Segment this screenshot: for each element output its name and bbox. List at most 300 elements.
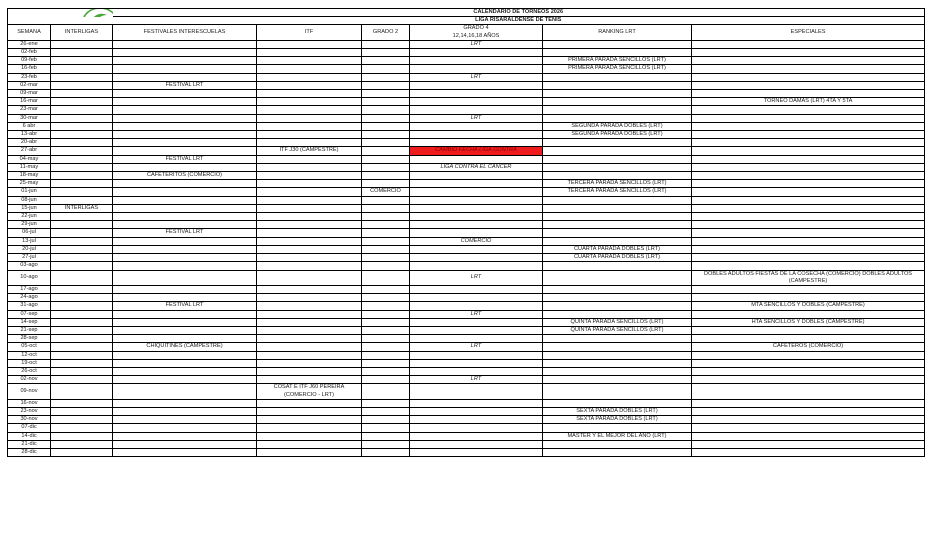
- cell-grado4: LRT: [410, 376, 543, 384]
- cell-ranking: SEGUNDA PARADA DOBLES (LRT): [543, 122, 692, 130]
- cell-festivales: [113, 188, 257, 196]
- cell-interligas: [51, 326, 113, 334]
- cell-itf: [257, 270, 362, 285]
- cell-especiales: [692, 40, 925, 48]
- cell-festivales: FESTIVAL LRT: [113, 229, 257, 237]
- table-row: [8, 131, 925, 139]
- cell-itf: [257, 57, 362, 65]
- cell-itf: [257, 196, 362, 204]
- cell-grado2: [362, 139, 410, 147]
- cell-festivales: [113, 294, 257, 302]
- cell-especiales: [692, 229, 925, 237]
- cell-festivales: [113, 237, 257, 245]
- cell-grado2: [362, 351, 410, 359]
- table-row: [8, 343, 925, 351]
- cell-festivales: [113, 285, 257, 293]
- cell-grado4: [410, 285, 543, 293]
- cell-itf: [257, 180, 362, 188]
- cell-interligas: [51, 285, 113, 293]
- cell-grado4: LRT: [410, 343, 543, 351]
- cell-grado2: [362, 90, 410, 98]
- cell-itf: [257, 343, 362, 351]
- cell-especiales: TORNEO DAMAS (LRT) 4TA Y 5TA: [692, 98, 925, 106]
- cell-grado4: [410, 204, 543, 212]
- table-row: [8, 254, 925, 262]
- cell-ranking: [543, 399, 692, 407]
- cell-semana: 26-oct: [8, 367, 51, 375]
- table-row: [8, 270, 925, 285]
- cell-grado2: [362, 131, 410, 139]
- cell-semana: 30-mar: [8, 114, 51, 122]
- cell-ranking: [543, 302, 692, 310]
- cell-festivales: [113, 376, 257, 384]
- cell-interligas: [51, 416, 113, 424]
- cell-itf: [257, 229, 362, 237]
- cell-semana: 28-sep: [8, 335, 51, 343]
- cell-itf: [257, 254, 362, 262]
- cell-grado2: [362, 172, 410, 180]
- cell-semana: 21-dic: [8, 440, 51, 448]
- cell-ranking: [543, 163, 692, 171]
- cell-interligas: [51, 432, 113, 440]
- cell-semana: 13-jul: [8, 237, 51, 245]
- cell-especiales: [692, 399, 925, 407]
- table-row: [8, 81, 925, 89]
- cell-grado4: LRT: [410, 310, 543, 318]
- cell-grado2: [362, 229, 410, 237]
- table-row: [8, 448, 925, 456]
- cell-itf: [257, 407, 362, 415]
- cell-interligas: [51, 213, 113, 221]
- cell-festivales: [113, 270, 257, 285]
- cell-ranking: [543, 310, 692, 318]
- cell-interligas: [51, 131, 113, 139]
- cell-grado2: [362, 270, 410, 285]
- table-row: [8, 440, 925, 448]
- table-row: [8, 262, 925, 270]
- col-header-semana: SEMANA: [8, 25, 51, 40]
- cell-ranking: CUARTA PARADA DOBLES (LRT): [543, 245, 692, 253]
- cell-grado4: [410, 359, 543, 367]
- cell-grado4: [410, 213, 543, 221]
- table-row: [8, 302, 925, 310]
- table-row: [8, 213, 925, 221]
- cell-festivales: [113, 106, 257, 114]
- cell-grado2: [362, 114, 410, 122]
- cell-semana: 04-may: [8, 155, 51, 163]
- table-row: [8, 172, 925, 180]
- cell-festivales: [113, 204, 257, 212]
- cell-especiales: [692, 440, 925, 448]
- cell-grado2: [362, 448, 410, 456]
- cell-interligas: [51, 147, 113, 155]
- cell-ranking: [543, 139, 692, 147]
- cell-itf: [257, 188, 362, 196]
- cell-itf: [257, 285, 362, 293]
- cell-interligas: [51, 254, 113, 262]
- cell-itf: [257, 40, 362, 48]
- cell-festivales: [113, 262, 257, 270]
- cell-semana: 02-mar: [8, 81, 51, 89]
- cell-interligas: [51, 376, 113, 384]
- table-row: [8, 407, 925, 415]
- table-row: [8, 90, 925, 98]
- cell-grado2: [362, 213, 410, 221]
- table-row: [8, 326, 925, 334]
- cell-itf: ITF J30 (CAMPESTRE): [257, 147, 362, 155]
- cell-festivales: FESTIVAL LRT: [113, 81, 257, 89]
- cell-festivales: [113, 147, 257, 155]
- cell-semana: 12-oct: [8, 351, 51, 359]
- cell-grado4: [410, 448, 543, 456]
- cell-grado2: [362, 65, 410, 73]
- cell-festivales: [113, 424, 257, 432]
- cell-ranking: [543, 213, 692, 221]
- cell-grado2: [362, 180, 410, 188]
- cell-interligas: [51, 302, 113, 310]
- cell-semana: 09-mar: [8, 90, 51, 98]
- cell-semana: 24-ago: [8, 294, 51, 302]
- cell-semana: 20-abr: [8, 139, 51, 147]
- cell-interligas: [51, 262, 113, 270]
- table-row: [8, 188, 925, 196]
- cell-interligas: [51, 359, 113, 367]
- cell-grado4: [410, 367, 543, 375]
- cell-especiales: [692, 351, 925, 359]
- col-header-grado4: [410, 25, 543, 40]
- table-row: [8, 106, 925, 114]
- cell-grado2: [362, 432, 410, 440]
- cell-grado4: [410, 65, 543, 73]
- cell-grado4: [410, 172, 543, 180]
- cell-interligas: [51, 98, 113, 106]
- cell-ranking: [543, 81, 692, 89]
- cell-itf: [257, 65, 362, 73]
- cell-grado4: [410, 57, 543, 65]
- cell-ranking: [543, 155, 692, 163]
- cell-interligas: [51, 310, 113, 318]
- cell-itf: [257, 335, 362, 343]
- cell-ranking: [543, 106, 692, 114]
- cell-especiales: [692, 90, 925, 98]
- cell-ranking: [543, 367, 692, 375]
- cell-itf: [257, 262, 362, 270]
- cell-especiales: [692, 359, 925, 367]
- cell-especiales: [692, 180, 925, 188]
- cell-especiales: [692, 131, 925, 139]
- cell-ranking: [543, 73, 692, 81]
- cell-especiales: [692, 114, 925, 122]
- cell-ranking: [543, 172, 692, 180]
- cell-festivales: CAFETERITOS (COMERCIO): [113, 172, 257, 180]
- cell-festivales: [113, 90, 257, 98]
- cell-interligas: [51, 440, 113, 448]
- cell-itf: [257, 139, 362, 147]
- cell-semana: 27-abr: [8, 147, 51, 155]
- cell-interligas: [51, 163, 113, 171]
- cell-semana: 14-sep: [8, 318, 51, 326]
- cell-grado4: [410, 432, 543, 440]
- cell-grado4: [410, 188, 543, 196]
- table-row: [8, 432, 925, 440]
- cell-grado2: [362, 254, 410, 262]
- cell-semana: 16-nov: [8, 399, 51, 407]
- cell-itf: [257, 122, 362, 130]
- cell-ranking: [543, 376, 692, 384]
- cell-itf: [257, 351, 362, 359]
- cell-grado4: [410, 131, 543, 139]
- cell-grado2: [362, 367, 410, 375]
- cell-ranking: [543, 221, 692, 229]
- cell-semana: 14-dic: [8, 432, 51, 440]
- cell-itf: [257, 376, 362, 384]
- cell-ranking: [543, 335, 692, 343]
- cell-interligas: [51, 343, 113, 351]
- cell-interligas: [51, 81, 113, 89]
- cell-semana: 15-jun: [8, 204, 51, 212]
- cell-especiales: DOBLES ADULTOS FIESTAS DE LA COSECHA (COMERCIO) DOBLES ADULTOS (CAMPESTRE): [692, 270, 925, 285]
- table-row: [8, 245, 925, 253]
- cell-interligas: [51, 424, 113, 432]
- cell-especiales: [692, 139, 925, 147]
- cell-grado4: [410, 81, 543, 89]
- cell-especiales: [692, 326, 925, 334]
- cell-itf: [257, 98, 362, 106]
- cell-itf: [257, 172, 362, 180]
- cell-grado2: [362, 407, 410, 415]
- cell-grado4: [410, 106, 543, 114]
- cell-interligas: [51, 188, 113, 196]
- cell-ranking: [543, 196, 692, 204]
- cell-grado2: [362, 399, 410, 407]
- cell-festivales: [113, 384, 257, 399]
- cell-grado2: [362, 245, 410, 253]
- cell-grado2: [362, 262, 410, 270]
- cell-especiales: [692, 188, 925, 196]
- cell-grado4: [410, 407, 543, 415]
- cell-festivales: [113, 114, 257, 122]
- cell-interligas: [51, 49, 113, 57]
- cell-festivales: [113, 221, 257, 229]
- cell-grado2: [362, 163, 410, 171]
- table-row: [8, 73, 925, 81]
- cell-grado2: [362, 98, 410, 106]
- cell-semana: 30-nov: [8, 416, 51, 424]
- cell-grado2: [362, 147, 410, 155]
- cell-grado2: [362, 81, 410, 89]
- cell-semana: 20-jul: [8, 245, 51, 253]
- cell-interligas: [51, 65, 113, 73]
- cell-itf: [257, 294, 362, 302]
- cell-grado2: [362, 122, 410, 130]
- cell-interligas: [51, 221, 113, 229]
- cell-grado2: [362, 376, 410, 384]
- page-title: CALENDARIO DE TORNEOS 2026: [113, 9, 925, 17]
- cell-especiales: [692, 221, 925, 229]
- cell-ranking: [543, 262, 692, 270]
- cell-semana: 07-dic: [8, 424, 51, 432]
- cell-especiales: [692, 196, 925, 204]
- cell-ranking: [543, 90, 692, 98]
- cell-itf: [257, 416, 362, 424]
- cell-festivales: [113, 310, 257, 318]
- cell-grado2: [362, 416, 410, 424]
- table-row: [8, 40, 925, 48]
- cell-ranking: [543, 285, 692, 293]
- cell-semana: 05-oct: [8, 343, 51, 351]
- cell-grado4: LRT: [410, 270, 543, 285]
- cell-semana: 02-nov: [8, 376, 51, 384]
- cell-semana: 31-ago: [8, 302, 51, 310]
- cell-semana: 18-may: [8, 172, 51, 180]
- cell-itf: [257, 326, 362, 334]
- cell-festivales: [113, 399, 257, 407]
- cell-itf: [257, 432, 362, 440]
- cell-interligas: [51, 448, 113, 456]
- col-header-itf: ITF: [257, 25, 362, 40]
- cell-especiales: [692, 81, 925, 89]
- cell-grado2: [362, 440, 410, 448]
- cell-grado4: [410, 326, 543, 334]
- cell-itf: [257, 81, 362, 89]
- cell-semana: 26-ene: [8, 40, 51, 48]
- cell-interligas: [51, 384, 113, 399]
- cell-semana: 21-sep: [8, 326, 51, 334]
- cell-semana: 6 abr: [8, 122, 51, 130]
- cell-festivales: [113, 416, 257, 424]
- cell-grado2: [362, 49, 410, 57]
- cell-itf: [257, 131, 362, 139]
- cell-ranking: [543, 147, 692, 155]
- cell-especiales: [692, 310, 925, 318]
- cell-interligas: [51, 40, 113, 48]
- cell-semana: 01-jun: [8, 188, 51, 196]
- cell-interligas: [51, 172, 113, 180]
- cell-interligas: [51, 229, 113, 237]
- cell-grado4: [410, 245, 543, 253]
- cell-festivales: [113, 213, 257, 221]
- col-header-grado4-line2: 12,14,16,18 AÑOS: [452, 32, 500, 39]
- cell-grado4: LRT: [410, 40, 543, 48]
- cell-especiales: [692, 237, 925, 245]
- cell-grado4: [410, 302, 543, 310]
- cell-grado4: LRT: [410, 73, 543, 81]
- table-row: [8, 221, 925, 229]
- cell-ranking: [543, 40, 692, 48]
- cell-itf: [257, 318, 362, 326]
- table-row: [8, 310, 925, 318]
- cell-festivales: [113, 245, 257, 253]
- cell-ranking: [543, 351, 692, 359]
- table-row: [8, 49, 925, 57]
- cell-interligas: [51, 155, 113, 163]
- cell-interligas: [51, 106, 113, 114]
- cell-itf: [257, 448, 362, 456]
- col-header-festivales: FESTIVALES INTERESCUELAS: [113, 25, 257, 40]
- cell-grado2: [362, 237, 410, 245]
- cell-especiales: [692, 155, 925, 163]
- cell-itf: [257, 310, 362, 318]
- cell-grado2: [362, 302, 410, 310]
- table-row: [8, 416, 925, 424]
- cell-especiales: [692, 122, 925, 130]
- cell-interligas: [51, 90, 113, 98]
- cell-itf: [257, 49, 362, 57]
- table-row: [8, 122, 925, 130]
- cell-ranking: SEGUNDA PARADA DOBLES (LRT): [543, 131, 692, 139]
- cell-itf: [257, 163, 362, 171]
- cell-ranking: QUINTA PARADA SENCILLOS (LRT): [543, 326, 692, 334]
- cell-grado2: [362, 335, 410, 343]
- cell-festivales: CHIQUITINES (CAMPESTRE): [113, 343, 257, 351]
- cell-itf: [257, 106, 362, 114]
- table-row: [8, 114, 925, 122]
- cell-semana: 08-jun: [8, 196, 51, 204]
- table-row: [8, 285, 925, 293]
- cell-festivales: [113, 163, 257, 171]
- cell-festivales: FESTIVAL LRT: [113, 155, 257, 163]
- cell-ranking: [543, 237, 692, 245]
- cell-grado2: [362, 384, 410, 399]
- cell-itf: [257, 245, 362, 253]
- cell-itf: [257, 204, 362, 212]
- cell-grado2: [362, 318, 410, 326]
- table-row: [8, 163, 925, 171]
- cell-ranking: [543, 294, 692, 302]
- cell-especiales: [692, 424, 925, 432]
- cell-ranking: [543, 424, 692, 432]
- cell-grado4: [410, 98, 543, 106]
- cell-festivales: [113, 448, 257, 456]
- col-header-interligas: INTERLIGAS: [51, 25, 113, 40]
- cell-grado4: [410, 90, 543, 98]
- cell-grado4: [410, 122, 543, 130]
- cell-especiales: [692, 245, 925, 253]
- cell-ranking: TERCERA PARADA SENCILLOS (LRT): [543, 180, 692, 188]
- cell-ranking: TERCERA PARADA SENCILLOS (LRT): [543, 188, 692, 196]
- table-row: [8, 98, 925, 106]
- cell-interligas: [51, 122, 113, 130]
- cell-semana: 09-nov: [8, 384, 51, 399]
- logo-spacer: [8, 17, 113, 25]
- table-row: [8, 384, 925, 399]
- col-header-grado2: GRADO 2: [362, 25, 410, 40]
- cell-semana: 23-feb: [8, 73, 51, 81]
- cell-especiales: MTA SENCILLOS Y DOBLES (CAMPESTRE): [692, 302, 925, 310]
- cell-grado2: [362, 73, 410, 81]
- cell-festivales: [113, 131, 257, 139]
- cell-grado4: CAMBIO FECHA LIGA CONTRA: [410, 147, 543, 155]
- cell-interligas: INTERLIGAS: [51, 204, 113, 212]
- cell-especiales: [692, 213, 925, 221]
- cell-grado4: [410, 262, 543, 270]
- cell-especiales: [692, 147, 925, 155]
- cell-semana: 13-abr: [8, 131, 51, 139]
- cell-especiales: [692, 204, 925, 212]
- cell-grado4: [410, 335, 543, 343]
- cell-festivales: [113, 98, 257, 106]
- cell-semana: 09-feb: [8, 57, 51, 65]
- cell-especiales: [692, 432, 925, 440]
- cell-especiales: [692, 57, 925, 65]
- cell-grado4: [410, 440, 543, 448]
- table-row: [8, 335, 925, 343]
- cell-interligas: [51, 139, 113, 147]
- cell-semana: 07-sep: [8, 310, 51, 318]
- table-row: [8, 237, 925, 245]
- cell-grado2: [362, 204, 410, 212]
- cell-festivales: [113, 318, 257, 326]
